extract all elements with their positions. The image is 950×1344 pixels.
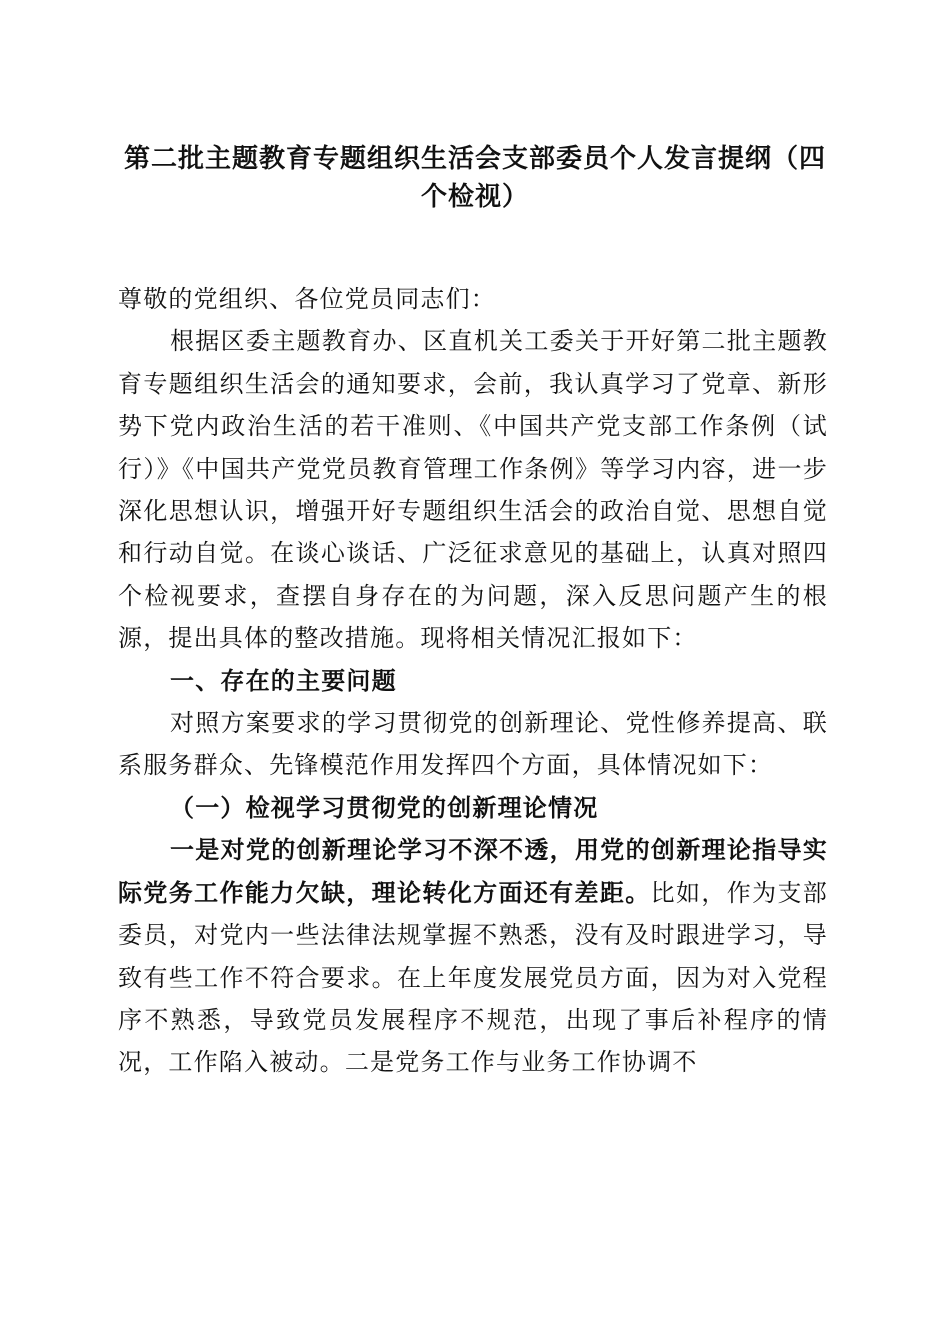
- section-heading-main-problems: 一、存在的主要问题: [170, 666, 397, 695]
- subsection-heading-theory-study: （一）检视学习贯彻党的创新理论情况: [170, 792, 599, 822]
- document-title: 第二批主题教育专题组织生活会支部委员个人发言提纲（四个检视）: [123, 144, 826, 212]
- point-two-start: 二是党务工作与业务工作协调不: [344, 1048, 698, 1077]
- document-body: [118, 278, 828, 1084]
- intro-paragraph: 根据区委主题教育办、区直机关工委关于开好第二批主题教育专题组织生活会的通知要求，会前，我认真学习了党章、新形势下党内政治生活的若干准则、《中国共产党支部工作条例（试行）》《中国共产党党员教育管理工作条例》等学习内容，进一步深化思想认识，增强开好专题组织生活会的政治自觉、思想自觉和行动自觉。在谈心谈话、广泛征求意见的基础上，认真对照四个检视要求，查摆自身存在的为问题，深入反思问题产生的根源，提出具体的整改措施。现将相关情况汇报如下：: [118, 327, 828, 653]
- salutation: 尊敬的党组织、各位党员同志们：: [118, 285, 496, 313]
- point-one-body: 比如，作为支部委员，对党内一些法律法规掌握不熟悉，没有及时跟进学习，导致有些工作不符合要求。在上年度发展党员方面，因为对入党程序不熟悉，导致党员发展程序不规范，出现了事后补程序的情况，工作陷入被动。: [118, 878, 829, 1077]
- section-intro-paragraph: 对照方案要求的学习贯彻党的创新理论、党性修养提高、联系服务群众、先锋模范作用发挥四个方面，具体情况如下：: [118, 709, 828, 780]
- point-one-lead: 一是对党的创新理论学习不深不透，用党的创新理论指导实际党务工作能力欠缺，理论转化方面还有差距。: [118, 835, 828, 907]
- point-paragraph: [118, 829, 828, 1083]
